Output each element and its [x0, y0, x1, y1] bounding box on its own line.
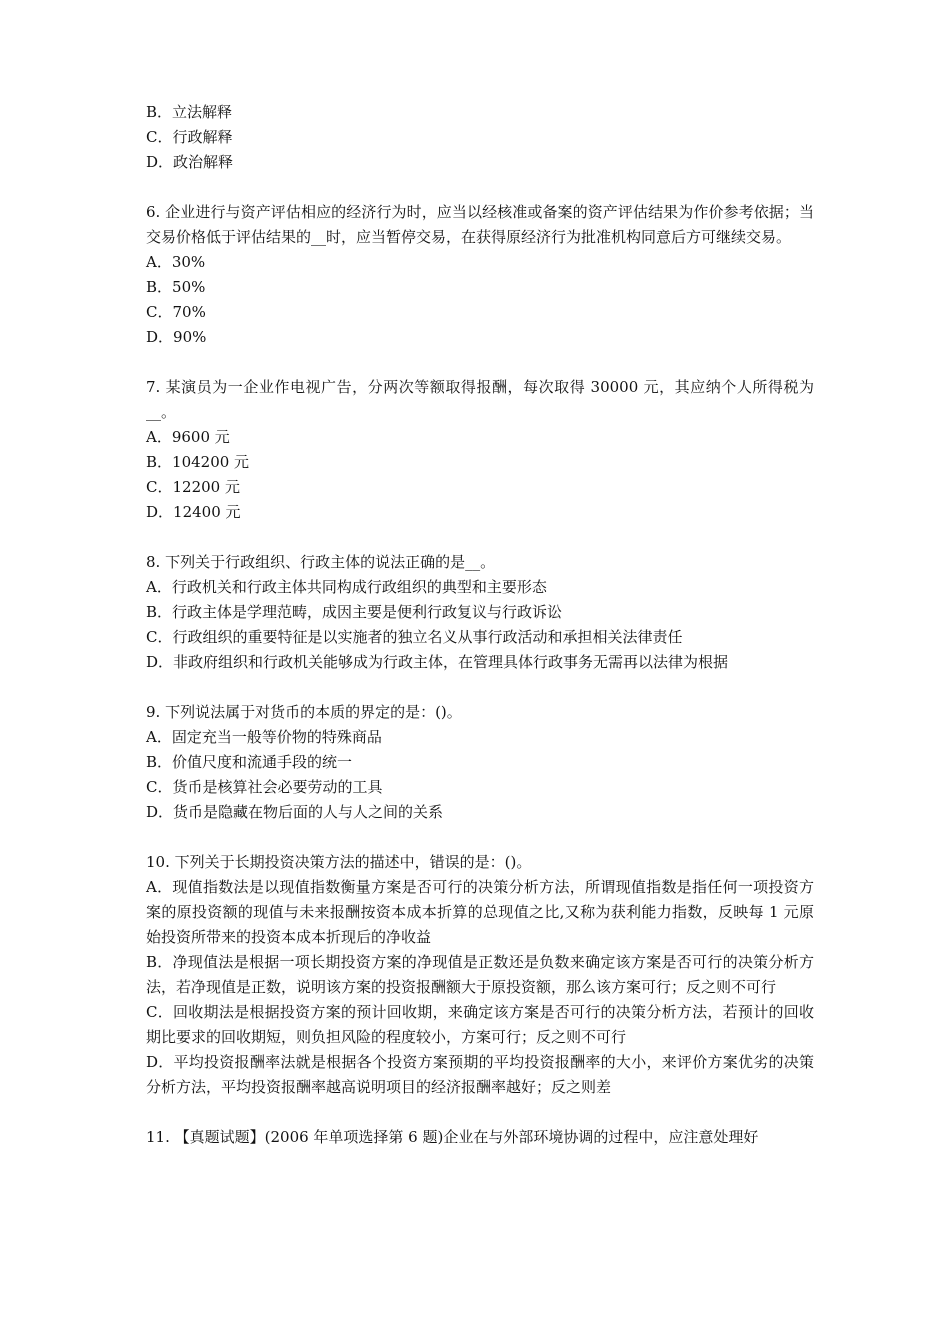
question-6	[146, 200, 814, 350]
option-a: A．行政机关和行政主体共同构成行政组织的典型和主要形态	[146, 578, 547, 596]
question-stem: 11. 【真题试题】(2006 年单项选择第 6 题)企业在与外部环境协调的过程中，应注意处理好	[146, 1128, 759, 1146]
option-b: B．立法解释	[146, 103, 233, 121]
option-c: C．行政组织的重要特征是以实施者的独立名义从事行政活动和承担相关法律责任	[146, 628, 683, 646]
question-stem: 7. 某演员为一企业作电视广告，分两次等额取得报酬，每次取得 30000 元，其应纳个人所得税为__。	[146, 378, 814, 421]
option-d: D．货币是隐藏在物后面的人与人之间的关系	[146, 803, 444, 821]
option-a: A．现值指数法是以现值指数衡量方案是否可行的决策分析方法，所谓现值指数是指任何一项投资方案的原投资额的现值与未来报酬按资本成本折算的总现值之比,又称为获利能力指数，反映每 1 元原始投资所带来的投资本成本折现后的净收益	[146, 878, 814, 946]
question-7	[146, 375, 814, 525]
question-stem: 8. 下列关于行政组织、行政主体的说法正确的是__。	[146, 553, 496, 571]
option-b: B．净现值法是根据一项长期投资方案的净现值是正数还是负数来确定该方案是否可行的决策分析方法，若净现值是正数，说明该方案的投资报酬额大于原投资额，那么该方案可行；反之则不可行	[146, 953, 814, 996]
option-a: A．固定充当一般等价物的特殊商品	[146, 728, 382, 746]
option-b: B．价值尺度和流通手段的统一	[146, 753, 353, 771]
question-stem: 6. 企业进行与资产评估相应的经济行为时，应当以经核准或备案的资产评估结果为作价参考依据；当交易价格低于评估结果的__时，应当暂停交易，在获得原经济行为批准机构同意后方可继续交易。	[146, 203, 814, 246]
document-page	[146, 100, 814, 1150]
previous-question-options	[146, 100, 814, 175]
question-10	[146, 850, 814, 1100]
option-b: B．行政主体是学理范畴，成因主要是便利行政复议与行政诉讼	[146, 603, 563, 621]
option-b: B．104200 元	[146, 453, 250, 471]
question-9	[146, 700, 814, 825]
option-d: D．政治解释	[146, 153, 234, 171]
option-c: C．回收期法是根据投资方案的预计回收期，来确定该方案是否可行的决策分析方法，若预计的回收期比要求的回收期短，则负担风险的程度较小，方案可行；反之则不可行	[146, 1003, 814, 1046]
option-b: B．50%	[146, 278, 206, 296]
option-c: C．12200 元	[146, 478, 240, 496]
question-stem: 9. 下列说法属于对货币的本质的界定的是：()。	[146, 703, 462, 721]
question-11	[146, 1125, 814, 1150]
question-stem: 10. 下列关于长期投资决策方法的描述中，错误的是：()。	[146, 853, 532, 871]
option-d: D．12400 元	[146, 503, 241, 521]
option-c: C．行政解释	[146, 128, 233, 146]
option-d: D．非政府组织和行政机关能够成为行政主体，在管理具体行政事务无需再以法律为根据	[146, 653, 729, 671]
option-d: D．平均投资报酬率法就是根据各个投资方案预期的平均投资报酬率的大小，来评价方案优劣的决策分析方法，平均投资报酬率越高说明项目的经济报酬率越好；反之则差	[146, 1053, 814, 1096]
option-c: C．货币是核算社会必要劳动的工具	[146, 778, 383, 796]
option-d: D．90%	[146, 328, 207, 346]
option-a: A．30%	[146, 253, 206, 271]
question-8	[146, 550, 814, 675]
option-c: C．70%	[146, 303, 206, 321]
option-a: A．9600 元	[146, 428, 230, 446]
